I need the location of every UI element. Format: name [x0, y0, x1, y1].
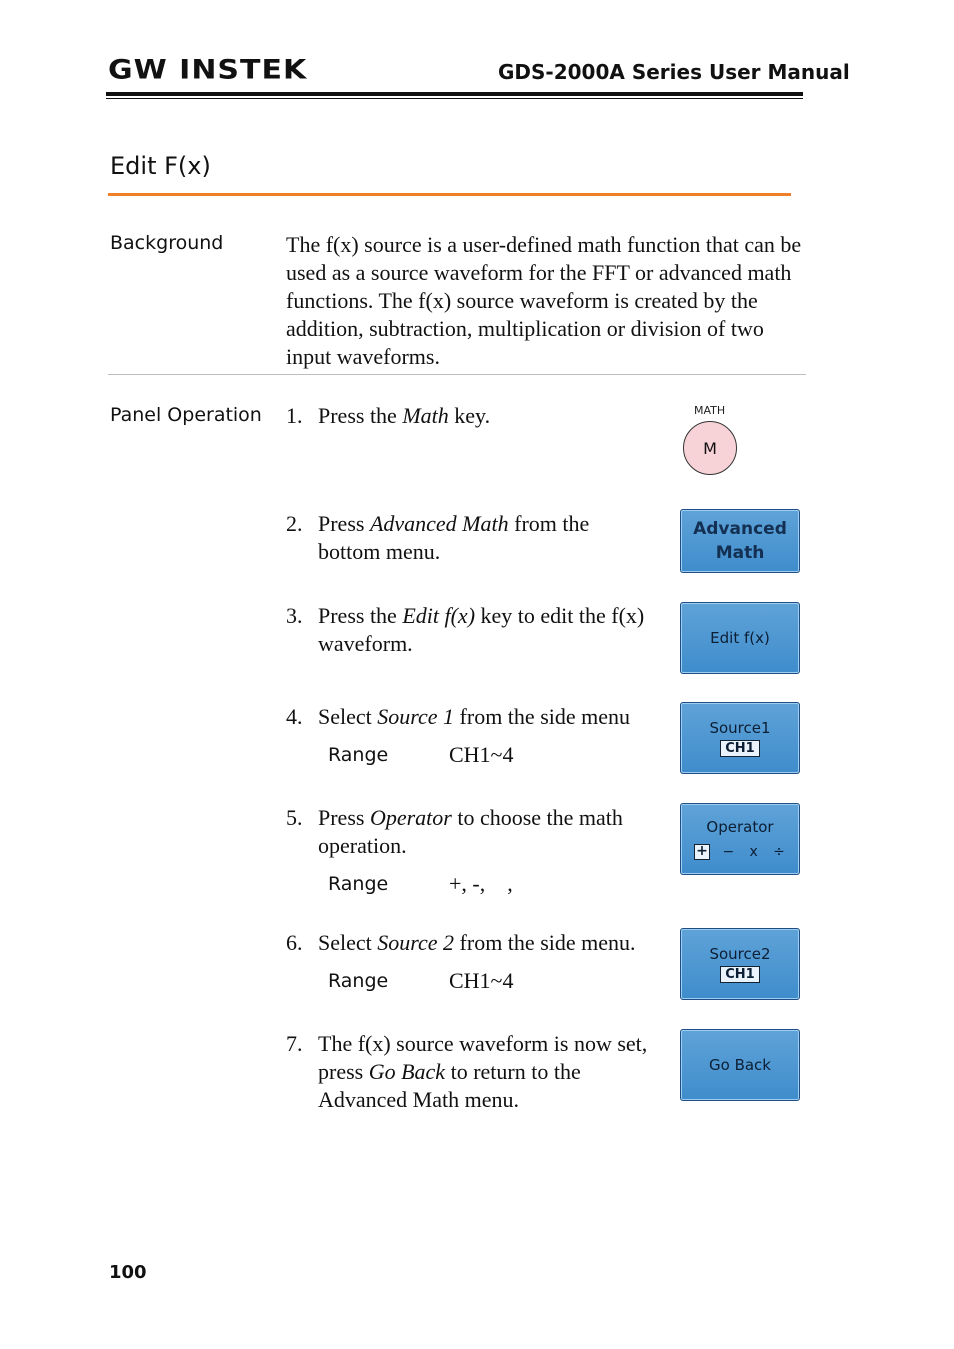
background-label: Background: [110, 232, 224, 254]
operator-add: +: [694, 844, 710, 860]
header-rule-thin: [106, 98, 803, 99]
manual-title: GDS-2000A Series User Manual: [498, 60, 850, 84]
step-number: 3.: [286, 603, 303, 628]
source1-button[interactable]: Source1 CH1: [680, 702, 800, 774]
step-6: 6. Select Source 2 from the side menu.: [286, 930, 636, 955]
step-number: 5.: [286, 805, 303, 830]
range-value: +, -, ,: [449, 871, 513, 896]
background-text: The f(x) source is a user-defined math function that can be used as a source waveform for the FFT or advanced math functions. The f(x) source waveform is created by the addition, subtraction, multiplication or division of two input waveforms.: [286, 232, 802, 369]
section-title: Edit F(x): [110, 152, 211, 180]
step-number: 4.: [286, 704, 303, 729]
brand-logo: GW INSTEK: [108, 54, 308, 86]
source2-value: CH1: [720, 966, 759, 983]
step-number: 2.: [286, 511, 303, 536]
range-label: Range: [328, 873, 389, 895]
step-number: 6.: [286, 930, 303, 955]
page-number: 100: [109, 1262, 147, 1283]
advanced-math-button[interactable]: Advanced Math: [680, 509, 800, 573]
edit-fx-button[interactable]: Edit f(x): [680, 602, 800, 674]
math-key-label: MATH: [694, 404, 726, 417]
source1-value: CH1: [720, 740, 759, 757]
header-rule: [106, 92, 803, 96]
step-4: 4. Select Source 1 from the side menu: [286, 704, 631, 729]
step-5: 5. Press Operator to choose the math operation.: [286, 805, 623, 858]
step-number: 1.: [286, 403, 303, 428]
step-number: 7.: [286, 1031, 303, 1056]
range-label: Range: [328, 744, 389, 766]
range-label: Range: [328, 970, 389, 992]
operator-options: [694, 844, 786, 860]
source2-button[interactable]: Source2 CH1: [680, 928, 800, 1000]
section-divider: [108, 374, 806, 375]
step-2: 2. Press Advanced Math from the bottom menu.: [286, 511, 590, 564]
math-key[interactable]: M: [683, 421, 737, 475]
range-value: CH1~4: [449, 742, 514, 767]
step-3: 3. Press the Edit f(x) key to edit the f(x) waveform.: [286, 603, 645, 656]
section-underline: [108, 193, 791, 196]
step-7: 7. The f(x) source waveform is now set, press Go Back to return to the Advanced Math menu.: [286, 1031, 648, 1112]
panel-operation-label: Panel Operation: [110, 404, 262, 426]
go-back-button[interactable]: Go Back: [680, 1029, 800, 1101]
step-1: 1. Press the Math key.: [286, 403, 491, 428]
operator-button[interactable]: Operator + − x ÷: [680, 803, 800, 875]
range-value: CH1~4: [449, 968, 514, 993]
operator-divide: ÷: [773, 844, 785, 860]
operator-subtract: −: [722, 844, 735, 860]
operator-multiply: x: [749, 844, 758, 860]
